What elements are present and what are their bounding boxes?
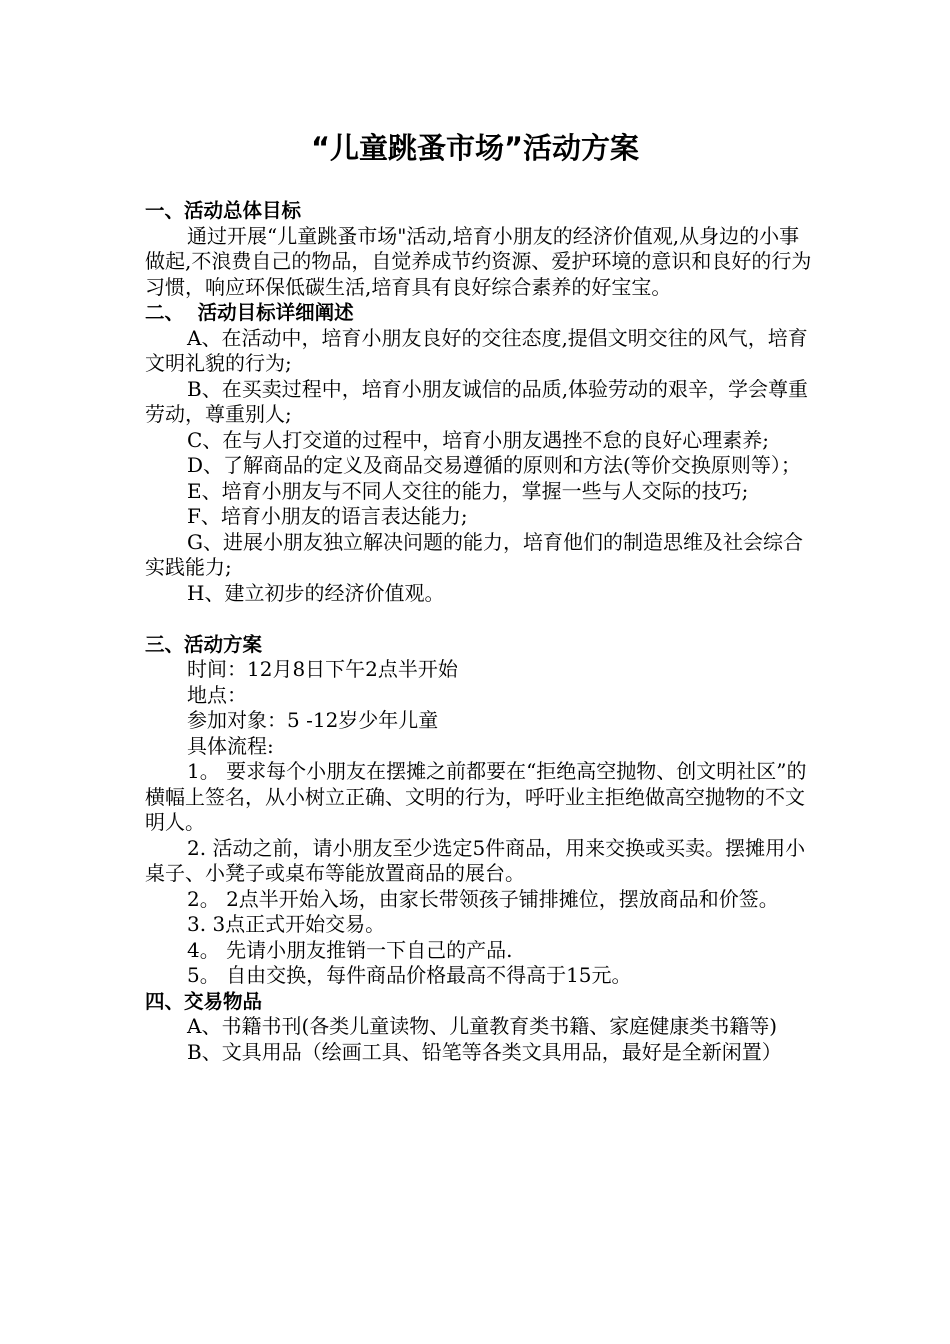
section-plan (145, 632, 815, 989)
paragraph: H、建立初步的经济价值观。 (187, 580, 445, 605)
paragraph: B、文具用品（绘画工具、铅笔等各类文具用品，最好是全新闲置） (187, 1039, 782, 1064)
section-heading: 四、交易物品 (145, 989, 263, 1013)
paragraph: 时间：12月8日下午2点半开始 (187, 657, 458, 681)
section-heading: 三、活动方案 (145, 632, 263, 656)
blank-line (145, 606, 815, 632)
paragraph: 具体流程: (187, 733, 274, 758)
paragraph: 5。 自由交换，每件商品价格最高不得高于15元。 (187, 963, 632, 987)
section-trade-items (145, 989, 815, 1066)
paragraph: E、培育小朋友与不同人交往的能力，掌握一些与人交际的技巧; (187, 478, 749, 503)
document-body (145, 198, 815, 1065)
paragraph: F、培育小朋友的语言表达能力; (187, 504, 468, 528)
document-title: “儿童跳蚤市场”活动方案 (310, 131, 640, 165)
paragraph: 2. 活动之前，请小朋友至少选定5件商品，用来交换或买卖。摆摊用小桌子、小凳子或桌布等能放置商品的展台。 (145, 835, 806, 885)
paragraph: A、书籍书刊(各类儿童读物、儿童教育类书籍、家庭健康类书籍等) (187, 1014, 778, 1038)
paragraph: 地点： (187, 682, 247, 707)
paragraph: A、在活动中，培育小朋友良好的交往态度,提倡文明交往的风气，培育文明礼貌的行为; (145, 325, 808, 375)
paragraph: C、在与人打交道的过程中，培育小朋友遇挫不怠的良好心理素养; (187, 427, 770, 452)
paragraph: D、了解商品的定义及商品交易遵循的原则和方法(等价交换原则等）； (187, 453, 801, 477)
paragraph: 4。 先请小朋友推销一下自己的产品. (187, 937, 513, 962)
section-heading: 一、活动总体目标 (145, 199, 302, 222)
paragraph: 通过开展“儿童跳蚤市场"活动,培育小朋友的经济价值观,从身边的小事做起,不浪费自己的物品，自觉养成节约资源、爱护环境的意识和良好的行为习惯，响应环保低碳生活,培育具有良好综合素养的好宝宝。 (145, 223, 812, 299)
paragraph: 3. 3点正式开始交易。 (187, 912, 386, 936)
section-heading: 二、 活动目标详细阐述 (145, 301, 354, 324)
paragraph: G、进展小朋友独立解决问题的能力，培育他们的制造思维及社会综合实践能力; (145, 529, 803, 579)
paragraph: B、在买卖过程中，培育小朋友诚信的品质,体验劳动的艰辛，学会尊重劳动，尊重别人; (145, 376, 809, 426)
paragraph: 1。 要求每个小朋友在摆摊之前都要在“拒绝高空抛物、创文明社区”的横幅上签名，从小树立正确、文明的行为，呼吁业主拒绝做高空抛物的不文明人。 (145, 759, 807, 834)
section-goals (145, 198, 815, 300)
section-goal-details (145, 300, 815, 606)
paragraph: 2。 2点半开始入场，由家长带领孩子铺排摊位，摆放商品和价签。 (187, 886, 779, 911)
paragraph: 参加对象：5 -12岁少年儿童 (187, 708, 439, 732)
